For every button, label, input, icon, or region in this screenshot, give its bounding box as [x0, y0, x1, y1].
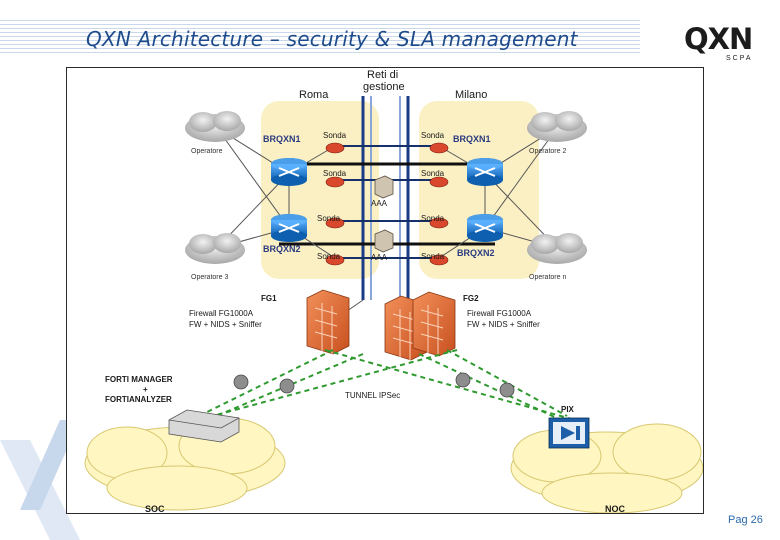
router-icon [467, 214, 503, 242]
router-label-milano-1: BRQXN1 [453, 134, 491, 144]
logo-subtitle: SCPA [726, 55, 753, 62]
vpn-tunnel-links [199, 350, 575, 420]
firewall-name-fg1: FG1 [261, 294, 277, 303]
probe-label: Sonda [421, 131, 445, 140]
operator-cloud-2 [527, 111, 587, 142]
operator-cloud-n [527, 233, 587, 264]
forti-manager-label: FORTI MANAGER [105, 375, 173, 384]
management-network-label-2: gestione [363, 81, 405, 93]
operator-label-2: Operatore 2 [529, 148, 567, 155]
architecture-diagram [66, 67, 704, 514]
soc-label: SOC [145, 504, 165, 514]
noc-cloud [511, 424, 703, 513]
page-number: Pag 26 [728, 514, 763, 526]
site-label-milano: Milano [455, 89, 488, 101]
firewall-icon-fg1 [307, 290, 349, 354]
probe-label: Sonda [421, 252, 445, 261]
probe-label: Sonda [421, 214, 445, 223]
company-logo [684, 22, 764, 68]
forti-manager-plus: + [143, 385, 148, 394]
noc-label: NOC [605, 504, 625, 514]
router-icon [271, 214, 307, 242]
router-icon [467, 158, 503, 186]
firewall-features-fg1: FW + NIDS + Sniffer [189, 320, 262, 329]
firewall-name-fg2: FG2 [463, 294, 479, 303]
management-network-label-1: Reti di [367, 69, 399, 81]
aaa-label: AAA [371, 253, 388, 262]
router-label-milano-2: BRQXN2 [457, 248, 495, 258]
operator-cloud-3 [185, 233, 245, 264]
fortianalyzer-label: FORTIANALYZER [105, 395, 172, 404]
router-label-roma-2: BRQXN2 [263, 244, 301, 254]
site-label-roma: Roma [299, 89, 329, 101]
aaa-label: AAA [371, 199, 388, 208]
probe-label: Sonda [421, 169, 445, 178]
probe-label: Sonda [317, 214, 341, 223]
logo-wordmark: QXN [684, 22, 753, 56]
firewall-features-fg2: FW + NIDS + Sniffer [467, 320, 540, 329]
operator-label-3: Operatore 3 [191, 274, 229, 281]
probe-label: Sonda [323, 169, 347, 178]
pix-label: PIX [561, 405, 574, 414]
router-icon [271, 158, 307, 186]
tunnel-ipsec-label: TUNNEL IPSec [345, 391, 401, 400]
slide-title: QXN Architecture – security & SLA management [86, 27, 578, 51]
firewall-model-fg1: Firewall FG1000A [189, 309, 254, 318]
router-label-roma-1: BRQXN1 [263, 134, 301, 144]
operator-label-1: Operatore [191, 148, 223, 155]
probe-label: Sonda [323, 131, 347, 140]
firewall-icon-fg2-b [413, 292, 455, 356]
probe-label: Sonda [317, 252, 341, 261]
operator-cloud-1 [185, 111, 245, 142]
firewall-model-fg2: Firewall FG1000A [467, 309, 532, 318]
pix-device [549, 418, 589, 448]
operator-label-n: Operatore n [529, 274, 567, 281]
